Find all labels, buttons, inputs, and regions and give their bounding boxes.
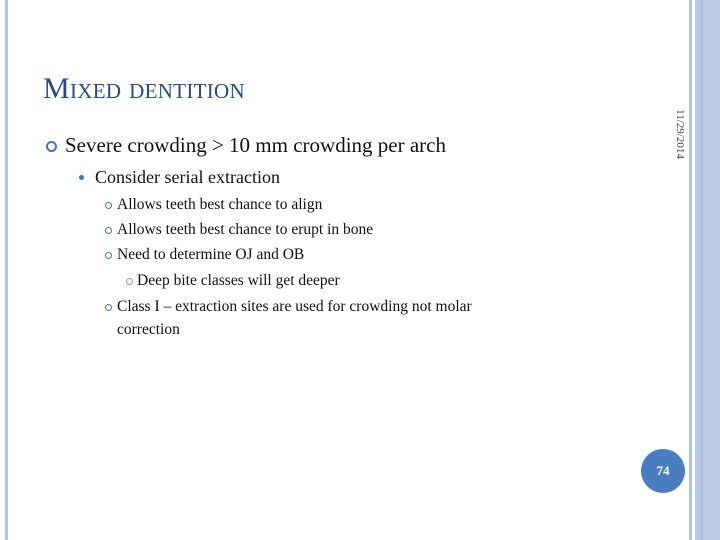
ring-bullet-icon [46,141,57,152]
bullet-level3: Class I – extraction sites are used for crowding not molar [117,298,472,315]
bullet-level3: Allows teeth best chance to erupt in bone [117,221,374,238]
ring-bullet-icon [105,227,112,234]
right-border-band [695,0,720,540]
left-border-line [5,0,8,540]
ring-bullet-icon [105,202,112,209]
ring-bullet-icon [105,252,112,259]
right-border-stripe [700,0,703,540]
slide-title: Mixed dentition [43,72,245,105]
ring-bullet-icon [126,278,133,285]
ring-bullet-icon [105,304,112,311]
bullet-level3-continuation: correction [117,321,180,338]
bullet-level1: Severe crowding > 10 mm crowding per arch [65,133,446,157]
bullet-level3: Allows teeth best chance to align [117,196,323,213]
right-border-line [689,0,692,540]
bullet-level2: Consider serial extraction [95,167,280,187]
slide-date: 11/29/2014 [674,109,686,159]
bullet-level4: Deep bite classes will get deeper [137,272,340,289]
page-number-badge: 74 [641,449,685,493]
dot-bullet-icon [79,175,84,180]
bullet-level3: Need to determine OJ and OB [117,246,305,263]
